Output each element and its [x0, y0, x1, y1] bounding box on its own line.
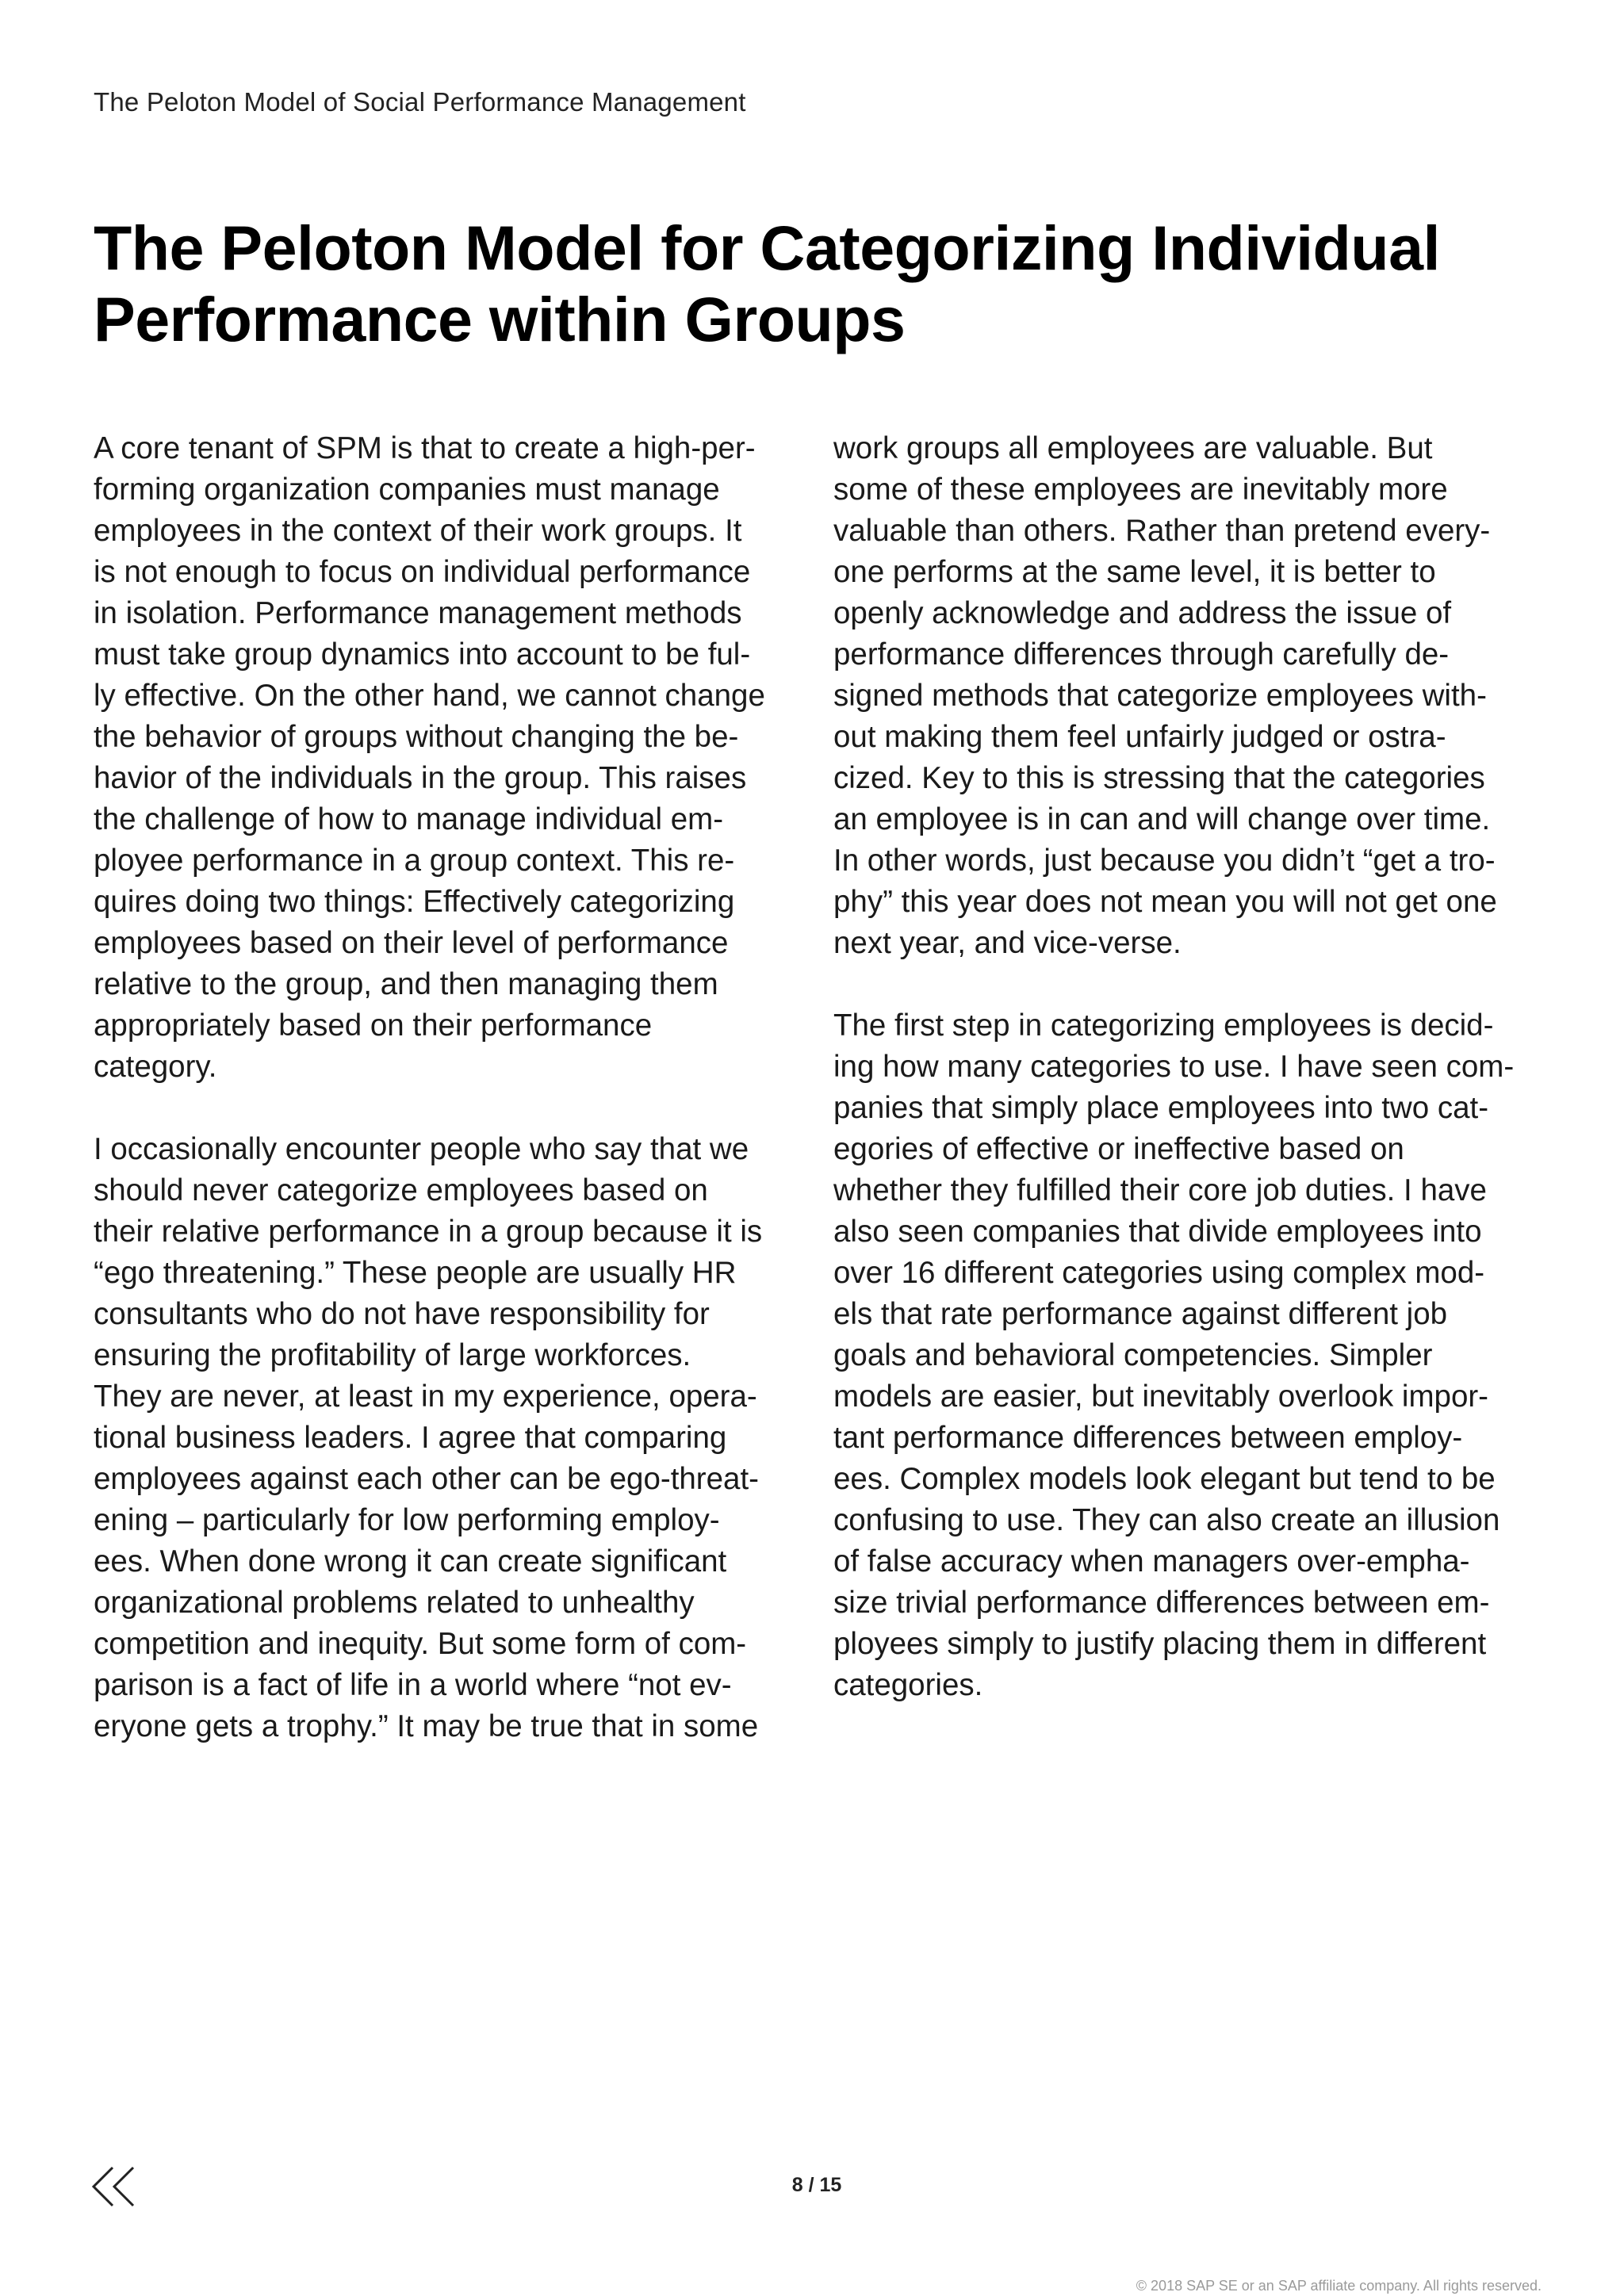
page-title: The Peloton Model for Categorizing Individual Performance within Groups [94, 212, 1440, 354]
body-paragraph: I occasionally encounter people who say that we should never categorize employees based on their relative performance in a group because it is “ego threatening.” These people are usually HR consultants who do not have responsibility for ensuring the profitability of large workforces. They are never, at least in my experience, opera- tional business leaders. I agree that comparing employees against each other can be ego-threat- ening – particularly for low performing employ- ees. When done wrong it can create significant organizational problems related to unhealthy competition and inequity. But some form of com- parison is a fact of life in a world where “not ev- eryone gets a trophy.” It may be true that in some [94, 1132, 763, 1743]
copyright-notice: © 2018 SAP SE or an SAP affiliate company. All rights reserved. [1136, 2278, 1542, 2294]
left-column [94, 428, 807, 1789]
page-indicator: 8 / 15 [791, 2174, 842, 2196]
back-button[interactable] [89, 2163, 140, 2210]
body-paragraph: work groups all employees are valuable. But some of these employees are inevitably more valuable than others. Rather than pretend every- one performs at the same level, it is better to openly acknowledge and address the issue of performance differences through carefully de- signed methods that categorize employees with- out making them feel unfairly judged or ostra- cized. Key to this is stressing that the categories an employee is in can and will change over time. In other words, just because you didn’t “get a tro- phy” this year does not mean you will not get one next year, and vice-verse. [833, 431, 1497, 960]
body-paragraph: A core tenant of SPM is that to create a high-per- forming organization companies must manage employees in the context of their work groups. It is not enough to focus on individual performance in isolation. Performance management methods must take group dynamics into account to be ful- ly effective. On the other hand, we cannot change the behavior of groups without changing the be- havior of the individuals in the group. This raises the challenge of how to manage individual em- ployee performance in a group context. This re- quires doing two things: Effectively categorizing employees based on their level of performance relative to the group, and then managing them appropriately based on their performance category. [94, 431, 765, 1084]
body-paragraph: The first step in categorizing employees is decid- ing how many categories to use. I have seen com- panies that simply place employees into two cat- egories of effective or ineffective based on whether they fulfilled their core job duties. I have also seen companies that divide employees into over 16 different categories using complex mod- els that rate performance against different job goals and behavioral competencies. Simpler models are easier, but inevitably overlook impor- tant performance differences between employ- ees. Complex models look elegant but tend to be confusing to use. They can also create an illusion of false accuracy when managers over-empha- size trivial performance differences between em- ployees simply to justify placing them in different categories. [833, 1008, 1515, 1702]
double-chevron-left-icon [89, 2163, 140, 2210]
running-header: The Peloton Model of Social Performance Management [94, 87, 746, 117]
right-column [833, 428, 1547, 1747]
